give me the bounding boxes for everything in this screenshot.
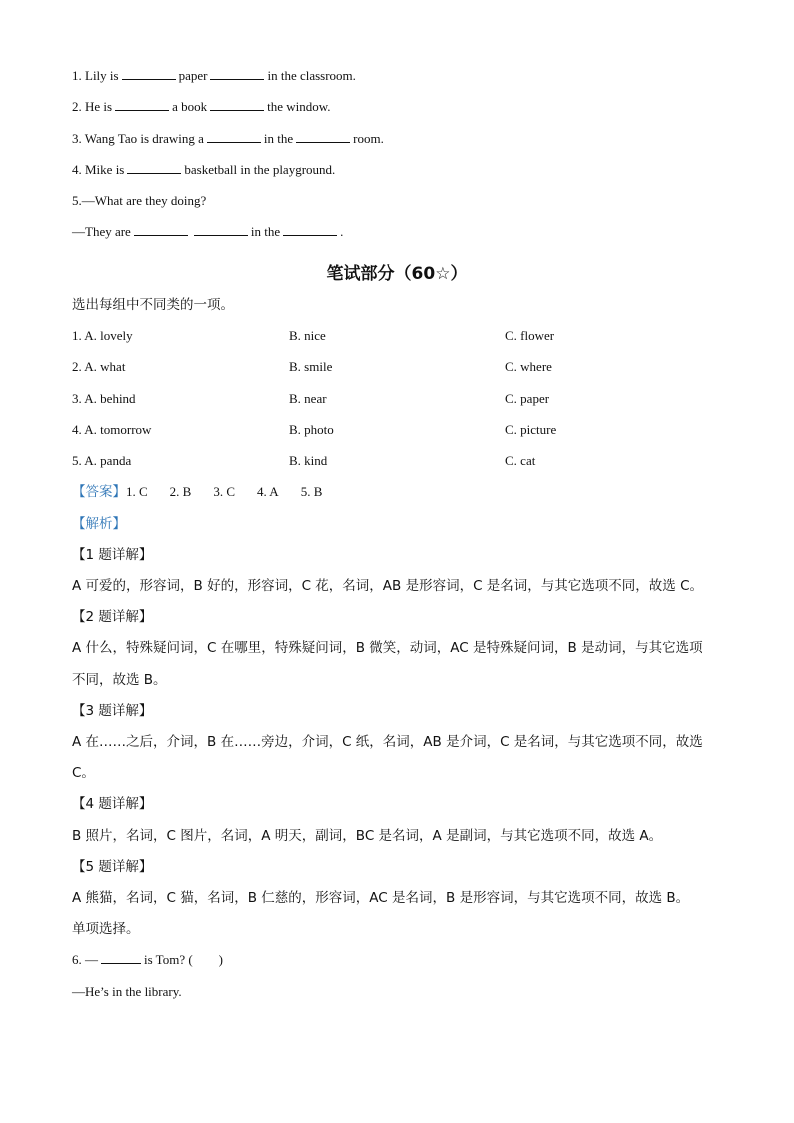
- fill-blank-2: [72, 99, 331, 115]
- section-title: 笔试部分（60☆）: [326, 264, 468, 284]
- text: 6. —: [72, 952, 98, 967]
- detail-5-head: 【5 题详解】: [72, 859, 153, 875]
- answer-1: 1. C: [126, 484, 148, 499]
- option-a: 1. A. lovely: [72, 328, 133, 343]
- text: in the classroom.: [267, 68, 356, 83]
- blank-line: [101, 952, 141, 964]
- question-instruction: 选出每组中不同类的一项。: [72, 297, 234, 313]
- text: room.: [353, 131, 384, 146]
- blank-line: [207, 131, 261, 143]
- option-c: C. picture: [505, 422, 557, 437]
- answer-5: 5. B: [300, 484, 323, 499]
- detail-2-head: 【2 题详解】: [72, 609, 153, 625]
- option-b: B. nice: [289, 328, 326, 343]
- text: is Tom? ( ): [144, 952, 224, 967]
- answer-line: [72, 484, 344, 500]
- fill-blank-3: [72, 131, 384, 147]
- blank-line: [134, 224, 188, 236]
- detail-3-head: 【3 题详解】: [72, 703, 153, 719]
- text: basketball in the playground.: [184, 162, 336, 177]
- question-6-reply: —He’s in the library.: [72, 984, 182, 999]
- detail-4-line: B 照片，名词，C 图片，名词，A 明天，副词，BC 是名词，A 是副词，与其它选项不同，故选 A。: [72, 828, 663, 844]
- detail-4-head: 【4 题详解】: [72, 796, 153, 812]
- option-a: 2. A. what: [72, 359, 126, 374]
- single-choice-heading: 单项选择。: [72, 921, 140, 937]
- blank-line: [296, 131, 350, 143]
- question-6: [72, 952, 223, 968]
- text: —They are: [72, 224, 131, 239]
- answer-3: 3. C: [213, 484, 236, 499]
- fill-blank-5-answer: [72, 224, 343, 240]
- text: in the: [263, 131, 294, 146]
- text: a book: [172, 99, 208, 114]
- option-a: 5. A. panda: [72, 453, 132, 468]
- option-c: C. paper: [505, 391, 550, 406]
- option-b: B. kind: [289, 453, 328, 468]
- text: in the: [250, 224, 281, 239]
- detail-3-line: C。: [72, 765, 95, 781]
- fill-blank-1: [72, 68, 356, 84]
- detail-1-line: A 可爱的，形容词，B 好的，形容词，C 花，名词，AB 是形容词，C 是名词，与其它选项不同，故选 C。: [72, 578, 704, 594]
- blank-line: [127, 162, 181, 174]
- text: 1. Lily is: [72, 68, 119, 83]
- option-b: B. photo: [289, 422, 334, 437]
- text: .: [340, 224, 344, 239]
- option-c: C. cat: [505, 453, 536, 468]
- detail-5-line: A 熊猫，名词，C 猫，名词，B 仁慈的，形容词，AC 是名词，B 是形容词，与其它选项不同，故选 B。: [72, 890, 690, 906]
- option-b: B. near: [289, 391, 327, 406]
- text: the window.: [267, 99, 331, 114]
- text: 2. He is: [72, 99, 113, 114]
- detail-2-line: A 什么，特殊疑问词，C 在哪里，特殊疑问词，B 微笑，动词，AC 是特殊疑问词，B 是动词，与其它选项: [72, 640, 703, 656]
- detail-1-head: 【1 题详解】: [72, 547, 153, 563]
- text: 5.—What are they doing?: [72, 193, 207, 208]
- answer-2: 2. B: [169, 484, 192, 499]
- answer-4: 4. A: [257, 484, 279, 499]
- text: paper: [178, 68, 208, 83]
- blank-line: [122, 68, 176, 80]
- blank-line: [283, 224, 337, 236]
- blank-line: [115, 99, 169, 111]
- detail-3-line: A 在……之后，介词，B 在……旁边，介词，C 纸，名词，AB 是介词，C 是名词，与其它选项不同，故选: [72, 734, 703, 750]
- answer-label: 【答案】: [72, 484, 126, 500]
- blank-line: [210, 99, 264, 111]
- blank-line: [210, 68, 264, 80]
- text: 3. Wang Tao is drawing a: [72, 131, 204, 146]
- option-a: 4. A. tomorrow: [72, 422, 152, 437]
- fill-blank-5-question: [72, 193, 206, 209]
- blank-line: [194, 224, 248, 236]
- text: 4. Mike is: [72, 162, 125, 177]
- option-a: 3. A. behind: [72, 391, 136, 406]
- fill-blank-4: [72, 162, 335, 178]
- option-c: C. flower: [505, 328, 555, 343]
- analysis-label: 【解析】: [72, 516, 126, 532]
- detail-2-line: 不同，故选 B。: [72, 672, 167, 688]
- option-c: C. where: [505, 359, 552, 374]
- option-b: B. smile: [289, 359, 333, 374]
